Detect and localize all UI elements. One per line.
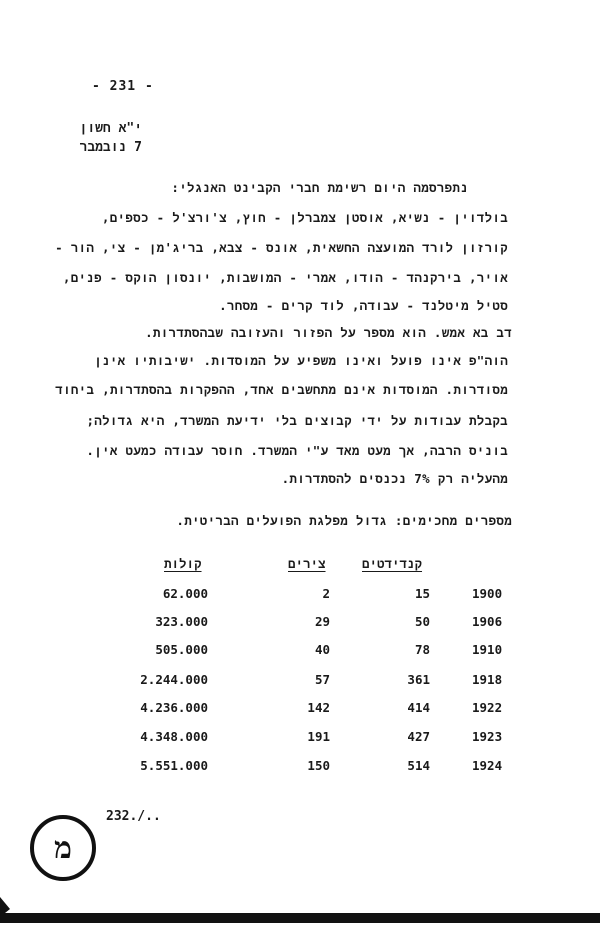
votes-cell: 5.551.000 <box>140 758 208 773</box>
body-line: בוניס הרבה, אך מעט מאד ע"י המשרד. חוסר עבודה כמעט אין. <box>86 443 508 458</box>
votes-cell: 323.000 <box>155 614 208 629</box>
votes-cell: 2.244.000 <box>140 672 208 687</box>
year-cell: 1906 <box>472 614 503 629</box>
votes-cell: 4.348.000 <box>140 729 208 744</box>
header-elected: צירים <box>288 556 326 571</box>
year-cell: 1922 <box>472 700 503 715</box>
year-cell: 1923 <box>472 729 503 744</box>
header-votes: קולות <box>164 556 202 571</box>
year-cell: 1900 <box>472 586 503 601</box>
date-hebrew: י"א חשון <box>79 121 142 136</box>
candidates-cell: 414 <box>407 700 430 715</box>
body-line: אויר, בירקנהד - הודו, אמרי - המושבות, יונסון הוקס - פנים, <box>62 270 508 285</box>
body-line: קורזון לורד המועצה החשאית, אונס - צבא, בריג'מן - צי, הור - <box>55 240 508 255</box>
stamp-letter: מ <box>54 830 72 866</box>
candidates-cell: 361 <box>407 672 430 687</box>
scan-bottom-border <box>0 913 600 923</box>
elected-cell: 29 <box>314 614 330 629</box>
candidates-cell: 15 <box>414 586 430 601</box>
elected-cell: 57 <box>314 672 330 687</box>
body-line: נתפרסמה היום רשימת חברי הקבינט האנגלי: <box>171 180 468 195</box>
elected-cell: 142 <box>307 700 330 715</box>
candidates-cell: 78 <box>414 642 430 657</box>
votes-cell: 62.000 <box>162 586 208 601</box>
body-line: סטיל מיטלנד - עבודה, לוד קרים - מסחר. <box>219 298 508 313</box>
elected-cell: 40 <box>314 642 330 657</box>
body-line: בקבלת עבודות על ידי קבוצים בלי ידיעת המשרד, היא גדולה; <box>86 413 508 428</box>
body-line: מהעליה רק 7% נכנסים להסתדרות. <box>281 471 508 486</box>
candidates-cell: 514 <box>407 758 430 773</box>
body-line: דב בא אמש. הוא מספר על הפזור והעזובה שבהסתדרות. <box>145 325 512 340</box>
year-cell: 1910 <box>472 642 503 657</box>
votes-cell: 4.236.000 <box>140 700 208 715</box>
date-gregorian: 7 נובמבר <box>79 140 142 155</box>
page-number: - 231 - <box>92 79 154 94</box>
section-heading: מספרים מחכימים: גדול מפלגת הפועלים הבריטית. <box>176 513 512 528</box>
body-line: הוה"פ אינו פועל ואינו משפיע על המוסדות. ישיבותיו אינן <box>94 353 508 368</box>
continuation-marker: 232./.. <box>106 809 161 824</box>
elected-cell: 2 <box>322 586 330 601</box>
year-cell: 1918 <box>472 672 503 687</box>
votes-cell: 505.000 <box>155 642 208 657</box>
year-cell: 1924 <box>472 758 503 773</box>
body-line: בולדוין - נשיא, אוסטן צמברלן - חוץ, צ'ורצ'ל - כספים, <box>101 210 508 225</box>
candidates-cell: 427 <box>407 729 430 744</box>
elected-cell: 191 <box>307 729 330 744</box>
body-line: מסודרות. המוסדות אינם מתחשבים אחד, ההפקרות בהסתדרות, ביחוד <box>55 382 508 397</box>
header-candidates: קנדידטים <box>362 556 423 571</box>
candidates-cell: 50 <box>414 614 430 629</box>
archive-stamp-icon <box>30 815 96 881</box>
elected-cell: 150 <box>307 758 330 773</box>
